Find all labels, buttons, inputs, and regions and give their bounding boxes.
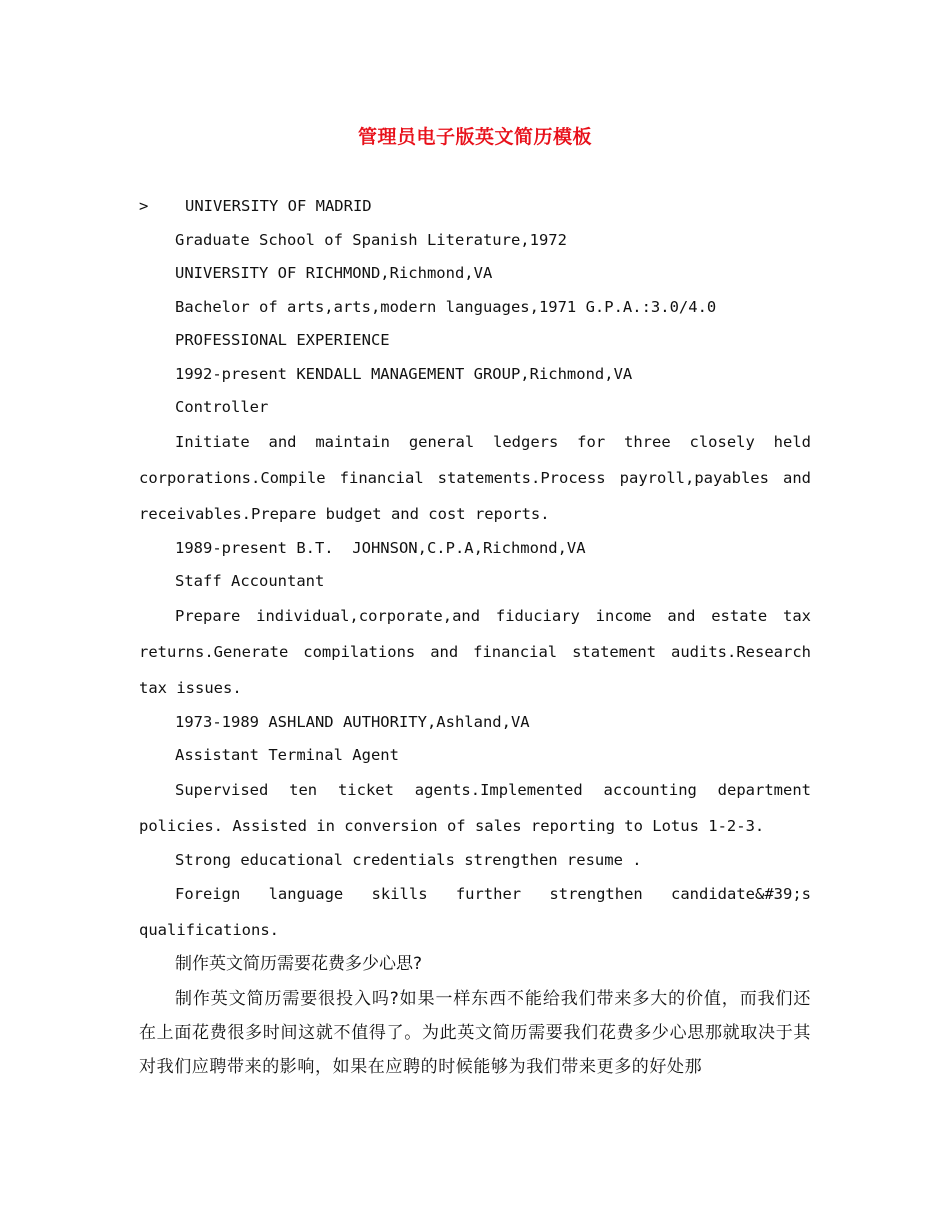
job-title-terminal-agent: Assistant Terminal Agent xyxy=(175,746,399,764)
job-ashland-line: 1973-1989 ASHLAND AUTHORITY,Ashland,VA xyxy=(175,712,530,731)
bullet-marker: > xyxy=(139,197,149,215)
job-title-staff-accountant: Staff Accountant xyxy=(175,572,325,590)
professional-experience-heading: PROFESSIONAL EXPERIENCE xyxy=(175,331,390,349)
job-johnson-line: 1989-present B.T. JOHNSON,C.P.A,Richmond,VA xyxy=(175,538,586,557)
chinese-paragraph: 制作英文简历需要很投入吗?如果一样东西不能给我们带来多大的价值，而我们还在上面花费很多时间这就不值得了。为此英文简历需要我们花费多少心思那就取决于其对我们应聘带来的影响，如果在应聘的时候能够为我们带来更多的好处那 xyxy=(139,988,811,1077)
document-title: 管理员电子版英文简历模板 xyxy=(357,126,592,148)
education-line-madrid xyxy=(139,190,811,224)
chinese-question-line: 制作英文简历需要花费多少心思? xyxy=(175,954,423,974)
document-body xyxy=(139,190,811,1084)
university-madrid-text: UNIVERSITY OF MADRID xyxy=(185,197,372,215)
strong-credentials-line: Strong educational credentials strengthen resume . xyxy=(175,850,642,869)
job-kendall-line: 1992-present KENDALL MANAGEMENT GROUP,Richmond,VA xyxy=(175,364,633,383)
bachelor-line: Bachelor of arts,arts,modern languages,1971 G.P.A.:3.0/4.0 xyxy=(175,297,717,316)
graduate-school-line: Graduate School of Spanish Literature,1972 xyxy=(175,230,567,249)
foreign-language-paragraph: Foreign language skills further strengthen candidate&#39;s qualifications. xyxy=(139,885,811,939)
terminal-agent-description: Supervised ten ticket agents.Implemented accounting department policies. Assisted in conversion of sales reporting to Lotus 1-2-3. xyxy=(139,780,811,835)
staff-accountant-description: Prepare individual,corporate,and fiduciary income and estate tax returns.Generate compilations and financial statement audits.Research tax issues. xyxy=(139,606,811,697)
job-title-controller: Controller xyxy=(175,398,269,416)
controller-description: Initiate and maintain general ledgers for three closely held corporations.Compile financial statements.Process payroll,payables and receivables.Prepare budget and cost reports. xyxy=(139,432,811,523)
university-richmond-line: UNIVERSITY OF RICHMOND,Richmond,VA xyxy=(175,264,493,282)
